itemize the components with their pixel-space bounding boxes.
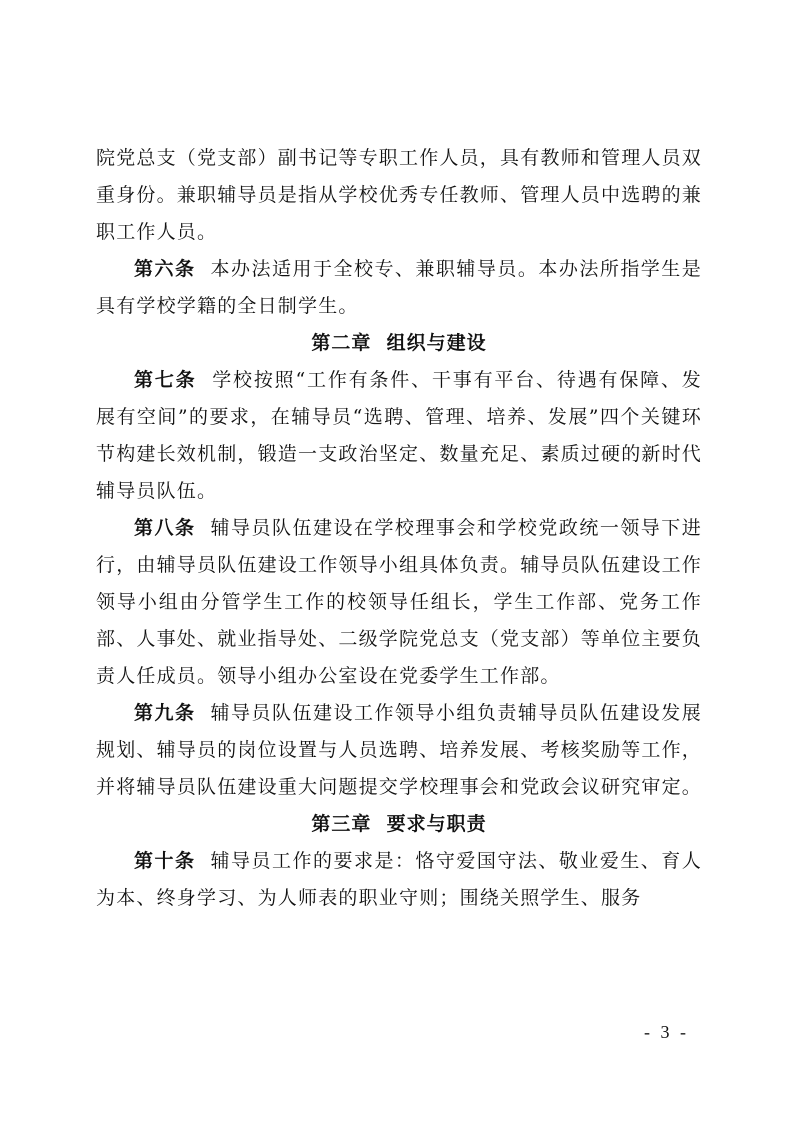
- paragraph-text: 本办法适用于全校专、兼职辅导员。本办法所指学生是具有学校学籍的全日制学生。: [96, 258, 702, 317]
- paragraph-text: 辅导员队伍建设在学校理事会和学校党政统一领导下进行，由辅导员队伍建设工作领导小组具体负责。辅导员队伍建设工作领导小组由分管学生工作的校领导任组长，学生工作部、党务工作部、人事处、就业指导处、二级学院党总支（党支部）等单位主要负责人任成员。领导小组办公室设在党委学生工作部。: [96, 517, 703, 687]
- article-number: 第九条: [134, 702, 196, 724]
- paragraph-text: 辅导员队伍建设工作领导小组负责辅导员队伍建设发展规划、辅导员的岗位设置与人员选聘、培养发展、考核奖励等工作，并将辅导员队伍建设重大问题提交学校理事会和党政会议研究审定。: [96, 702, 703, 798]
- article-7: [96, 362, 702, 510]
- paragraph-continued: [96, 140, 702, 251]
- article-8: [96, 510, 702, 695]
- article-9: [96, 695, 702, 806]
- paragraph-text: 学校按照“工作有条件、干事有平台、待遇有保障、发展有空间”的要求，在辅导员“选聘、管理、培养、发展”四个关键环节构建长效机制，锻造一支政治坚定、数量充足、素质过硬的新时代辅导员队伍。: [96, 369, 703, 502]
- article-number: 第八条: [134, 517, 196, 539]
- page-number: - 3 -: [644, 1022, 689, 1042]
- article-6: [96, 251, 702, 325]
- chapter-heading-3: 第三章 要求与职责: [311, 813, 487, 835]
- article-number: 第十条: [134, 850, 196, 872]
- chapter-heading-2: 第二章 组织与建设: [311, 332, 487, 354]
- paragraph-text: 院党总支（党支部）副书记等专职工作人员，具有教师和管理人员双重身份。兼职辅导员是指从学校优秀专任教师、管理人员中选聘的兼职工作人员。: [96, 147, 703, 243]
- paragraph-text: 辅导员工作的要求是：恪守爱国守法、敬业爱生、育人为本、终身学习、为人师表的职业守则；围绕关照学生、服务: [96, 850, 702, 909]
- document-body: [96, 140, 702, 917]
- article-number: 第七条: [134, 369, 197, 391]
- article-number: 第六条: [134, 258, 196, 280]
- article-10: [96, 843, 702, 917]
